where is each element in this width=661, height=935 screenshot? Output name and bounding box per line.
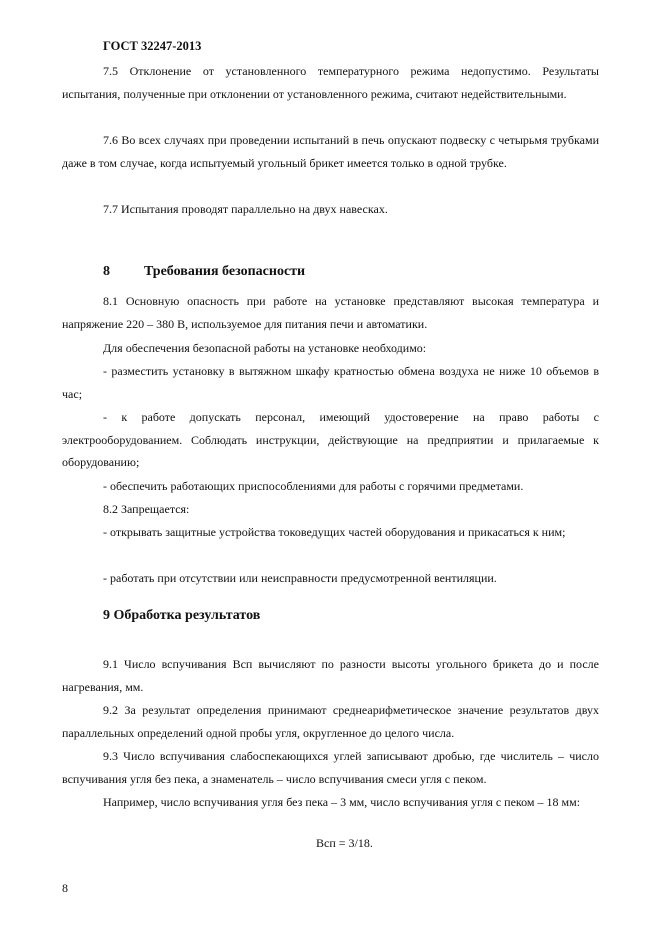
paragraph-7-7: 7.7 Испытания проводят параллельно на двух навесках. (103, 202, 388, 216)
prohibition-item-protective-devices: - открывать защитные устройства токоведущих частей оборудования и прикасаться к ним; (103, 525, 566, 539)
safety-item-hot-tools: - обеспечить работающих приспособлениями для работы с горячими предметами. (103, 479, 524, 493)
paragraph-7-6: 7.6 Во всех случаях при проведении испытаний в печь опускают подвеску с четырьмя трубками даже в том случае, когда испытуемый угольный брикет имеется только в одной трубке. (62, 133, 599, 170)
section-9-heading: 9 Обработка результатов (103, 608, 261, 623)
paragraph-7-5: 7.5 Отклонение от установленного температурного режима недопустимо. Результаты испытания, полученные при отклонении от установленного режима, считают недействительными. (62, 64, 599, 101)
safety-item-ventilation-hood: - разместить установку в вытяжном шкафу кратностью обмена воздуха не ниже 10 объемов в час; (62, 364, 599, 401)
formula-line: Всп = 3/18. (316, 836, 373, 850)
standard-header: ГОСТ 32247-2013 (103, 39, 202, 53)
safety-intro: Для обеспечения безопасной работы на установке необходимо: (103, 341, 427, 355)
section-8-number: 8 (103, 264, 110, 279)
page-number: 8 (62, 881, 68, 895)
prohibition-item-ventilation: - работать при отсутствии или неисправности предусмотренной вентиляции. (103, 571, 497, 585)
paragraph-9-2: 9.2 За результат определения принимают среднеарифметическое значение результатов двух параллельных определений одной пробы угля, округленное до целого числа. (62, 703, 599, 740)
safety-item-personnel: - к работе допускать персонал, имеющий удостоверение на право работы с электрооборудованием. Соблюдать инструкции, действующие на предприятии и прилагаемые к оборудованию; (62, 410, 599, 470)
paragraph-9-1: 9.1 Число вспучивания Всп вычисляют по разности высоты угольного брикета до и после нагревания, мм. (62, 657, 599, 694)
example-paragraph: Например, число вспучивания угля без пека – 3 мм, число вспучивания угля с пеком – 18 мм: (103, 795, 581, 809)
paragraph-8-2: 8.2 Запрещается: (103, 502, 190, 516)
paragraph-8-1: 8.1 Основную опасность при работе на установке представляют высокая температура и напряжение 220 – 380 В, используемое для питания печи и автоматики. (62, 294, 599, 331)
section-8-title: Требования безопасности (144, 264, 306, 279)
paragraph-9-3: 9.3 Число вспучивания слабоспекающихся углей записывают дробью, где числитель – число вспучивания угля без пека, а знаменатель – число вспучивания смеси угля с пеком. (62, 749, 599, 786)
